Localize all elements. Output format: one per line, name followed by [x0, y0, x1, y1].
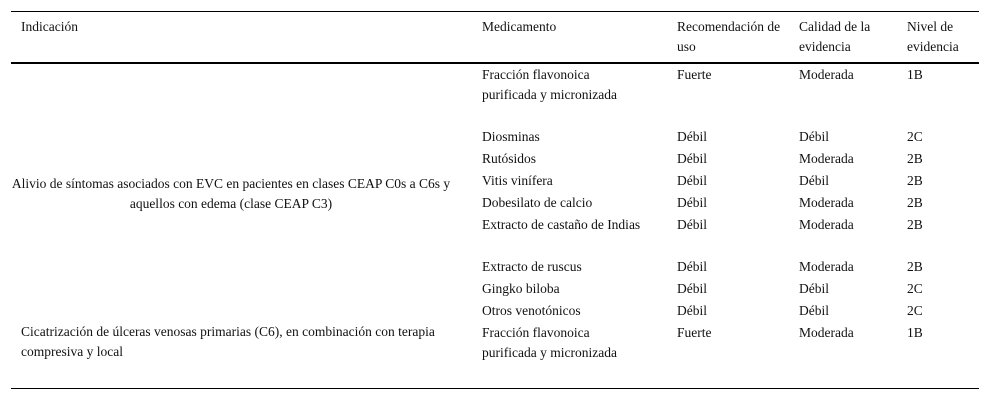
table-row-nivel: 2B: [907, 151, 923, 166]
header-indicacion: Indicación: [21, 19, 78, 34]
header-calidad: Calidad de la evidencia: [799, 19, 871, 54]
table-row-recomendacion: Débil: [677, 195, 707, 210]
table-row-nivel: 2B: [907, 259, 923, 274]
table-row-nivel: 2B: [907, 173, 923, 188]
table-row-calidad: Moderada: [799, 195, 854, 210]
table-row-medicamento: Fracción flavonoica purificada y micronizada: [482, 67, 617, 102]
table-row-nivel: 2B: [907, 195, 923, 210]
indication-group-2: Cicatrización de úlceras venosas primarias (C6), en combinación con terapia compresiva y local: [21, 324, 435, 359]
table-top-rule: [11, 11, 979, 12]
table-row-recomendacion: Fuerte: [677, 325, 712, 340]
table-row-medicamento: Extracto de castaño de Indias: [482, 217, 641, 232]
table-row-recomendacion: Débil: [677, 303, 707, 318]
table-row-nivel: 2C: [907, 303, 923, 318]
table-row-medicamento: Otros venotónicos: [482, 303, 581, 318]
table-row-recomendacion: Débil: [677, 129, 707, 144]
table-row-recomendacion: Débil: [677, 259, 707, 274]
table-row-calidad: Moderada: [799, 67, 854, 82]
table-row-recomendacion: Débil: [677, 281, 707, 296]
table-row-calidad: Moderada: [799, 151, 854, 166]
table-row-medicamento: Vitis vinífera: [482, 173, 553, 188]
table-row-medicamento: Diosminas: [482, 129, 540, 144]
header-nivel: Nivel de evidencia: [907, 19, 959, 54]
table-row-nivel: 2C: [907, 129, 923, 144]
table-row-recomendacion: Fuerte: [677, 67, 712, 82]
table-row-calidad: Moderada: [799, 259, 854, 274]
table-row-nivel: 2C: [907, 281, 923, 296]
table-row-nivel: 2B: [907, 217, 923, 232]
indication-group-1: Alivio de síntomas asociados con EVC en pacientes en clases CEAP C0s a C6s y aquellos con edema (clase CEAP C3): [11, 176, 451, 211]
table-row-nivel: 1B: [907, 67, 923, 82]
header-recomendacion: Recomendación de uso: [677, 19, 781, 54]
table-row-calidad: Débil: [799, 173, 829, 188]
header-rule: [11, 62, 979, 64]
table-row-calidad: Débil: [799, 129, 829, 144]
table-row-calidad: Débil: [799, 303, 829, 318]
table-row-medicamento: Dobesilato de calcio: [482, 195, 593, 210]
table-row-calidad: Moderada: [799, 217, 854, 232]
table-row-medicamento: Fracción flavonoica purificada y micronizada: [482, 325, 617, 360]
table-row-medicamento: Gingko biloba: [482, 281, 560, 296]
table-row-nivel: 1B: [907, 325, 923, 340]
table-row-medicamento: Rutósidos: [482, 151, 537, 166]
table-row-recomendacion: Débil: [677, 217, 707, 232]
header-medicamento: Medicamento: [482, 19, 557, 34]
table-row-recomendacion: Débil: [677, 173, 707, 188]
table-bottom-rule: [11, 388, 979, 389]
table-row-recomendacion: Débil: [677, 151, 707, 166]
table-row-medicamento: Extracto de ruscus: [482, 259, 582, 274]
table-row-calidad: Moderada: [799, 325, 854, 340]
table-row-calidad: Débil: [799, 281, 829, 296]
